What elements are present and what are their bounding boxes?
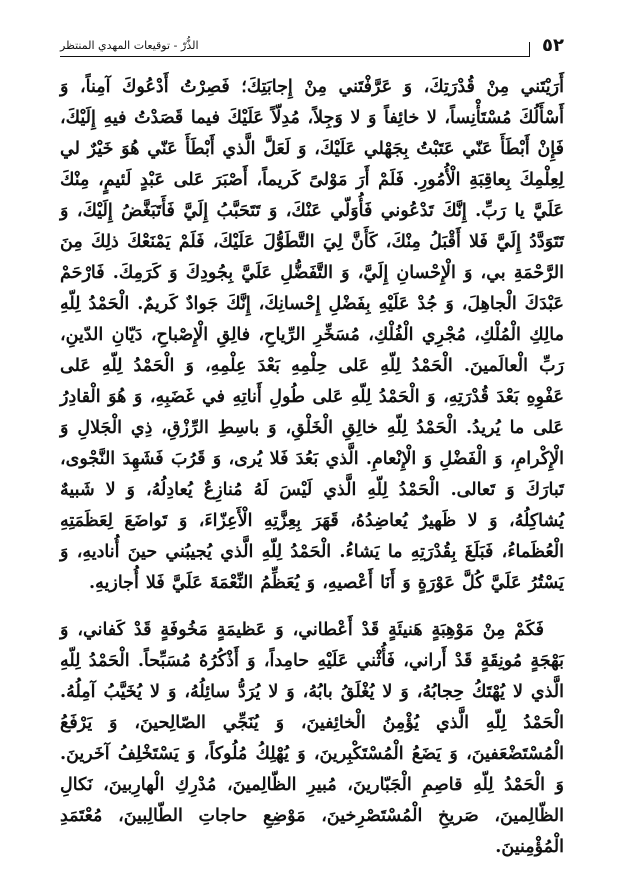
running-title: الذُّرّ - توقيعات المهدي المنتظر	[60, 39, 199, 52]
header-divider-mark	[529, 42, 531, 57]
page-header	[60, 36, 564, 60]
page-body	[60, 72, 564, 863]
body-paragraph: فَكَمْ مِنْ مَوْهِبَةٍ هَنيئَةٍ قَدْ أَعْطاني، وَ عَظيمَةٍ مَخُوفَةٍ قَدْ كَفاني، وَ بَهْجَةٍ مُونِقَةٍ قَدْ أَراني، فَأُثْني عَلَيْهِ حامِداً، وَ أَذْكُرُهُ مُسَبِّحاً. الْحَمْدُ لِلّهِ الَّذي لا يُهْتَكُ حِجابُهُ، وَ لا يُغْلَقُ بابُهُ، وَ لا يُرَدُّ سائِلُهُ، وَ لا يُخَيَّبُ آمِلُهُ. الْحَمْدُ لِلّهِ الَّذي يُؤْمِنُ الْخائِفينَ، وَ يُنَجِّي الصّالِحينَ، وَ يَرْفَعُ الْمُسْتَضْعَفينَ، وَ يَضَعُ الْمُسْتَكْبِرينَ، وَ يُهْلِكُ مُلُوكاً، وَ يَسْتَخْلِفُ آخَرينَ. وَ الْحَمْدُ لِلّهِ قاصِمِ الْجَبّارينَ، مُبيرِ الظّالِمينَ، مُدْرِكِ الْهارِبينَ، نَكالِ الظّالِمينَ، صَريخِ الْمُسْتَصْرِخينَ، مَوْضِعِ حاجاتِ الطّالِبينَ، مُعْتَمَدِ الْمُؤْمِنينَ.	[60, 620, 564, 857]
page-number: ٥٢	[542, 35, 564, 56]
body-paragraph: أَرَيْتَني مِنْ قُدْرَتِكَ، وَ عَرَّفْتَني مِنْ إِجابَتِكَ؛ فَصِرْتُ أَدْعُوكَ آمِناً، وَ أَسْأَلُكَ مُسْتَأْنِساً، لا خائِفاً وَ لا وَجِلاً، مُدِلّاً عَلَيْكَ فيما قَصَدْتُ فيهِ إِلَيْكَ، فَإِنْ أَبْطَأَ عَنّي عَتَبْتُ بِجَهْلي عَلَيْكَ، وَ لَعَلَّ الَّذي أَبْطَأَ عَنّي هُوَ خَيْرٌ لي لِعِلْمِكَ بِعاقِبَةِ الْأُمُورِ. فَلَمْ أَرَ مَوْلىً كَريماً، أَصْبَرَ عَلى عَبْدٍ لَئيمٍ، مِنْكَ عَلَيَّ يا رَبِّ. إِنَّكَ تَدْعُوني فَأُوَلّي عَنْكَ، وَ تَتَحَبَّبُ إِلَيَّ فَأَتَبَغَّضُ إِلَيْكَ، وَ تَتَوَدَّدُ إِلَيَّ فَلا أَقْبَلُ مِنْكَ، كَأَنَّ لِيَ التَّطَوُّلَ عَلَيْكَ، فَلَمْ يَمْنَعْكَ ذلِكَ مِنَ الرَّحْمَةِ بي، وَ الْإِحْسانِ إِلَيَّ، وَ التَّفَضُّلِ عَلَيَّ بِجُودِكَ وَ كَرَمِكَ. فَارْحَمْ عَبْدَكَ الْجاهِلَ، وَ جُدْ عَلَيْهِ بِفَضْلِ إِحْسانِكَ، إِنَّكَ جَوادٌ كَريمٌ. الْحَمْدُ لِلّهِ مالِكِ الْمُلْكِ، مُجْرِي الْفُلْكِ، مُسَخِّرِ الرِّياحِ، فالِقِ الْإِصْباحِ، دَيّانِ الدّينِ، رَبِّ الْعالَمينَ. الْحَمْدُ لِلّهِ عَلى حِلْمِهِ بَعْدَ عِلْمِهِ، وَ الْحَمْدُ لِلّهِ عَلى عَفْوِهِ بَعْدَ قُدْرَتِهِ، وَ الْحَمْدُ لِلّهِ عَلى طُولِ أَناتِهِ في غَضَبِهِ، وَ هُوَ الْقادِرُ عَلى ما يُريدُ. الْحَمْدُ لِلّهِ خالِقِ الْخَلْقِ، وَ باسِطِ الرِّزْقِ، ذِي الْجَلالِ وَ الْإِكْرامِ، وَ الْفَضْلِ وَ الْإِنْعامِ. الَّذي بَعُدَ فَلا يُرى، وَ قَرُبَ فَشَهِدَ النَّجْوى، تَبارَكَ وَ تَعالى. الْحَمْدُ لِلّهِ الَّذي لَيْسَ لَهُ مُنازِعٌ يُعادِلُهُ، وَ لا شَبيهٌ يُشاكِلُهُ، وَ لا ظَهيرٌ يُعاضِدُهُ، قَهَرَ بِعِزَّتِهِ الْأَعِزّاءَ، وَ تَواضَعَ لِعَظَمَتِهِ الْعُظَماءُ، فَبَلَغَ بِقُدْرَتِهِ ما يَشاءُ. الْحَمْدُ لِلّهِ الَّذي يُجيبُني حينَ أُناديهِ، وَ يَسْتُرُ عَلَيَّ كُلَّ عَوْرَةٍ وَ أَنَا أَعْصيهِ، وَ يُعَظِّمُ النِّعْمَةَ عَلَيَّ فَلا أُجازيهِ.	[60, 77, 564, 593]
header-rule	[60, 56, 530, 57]
